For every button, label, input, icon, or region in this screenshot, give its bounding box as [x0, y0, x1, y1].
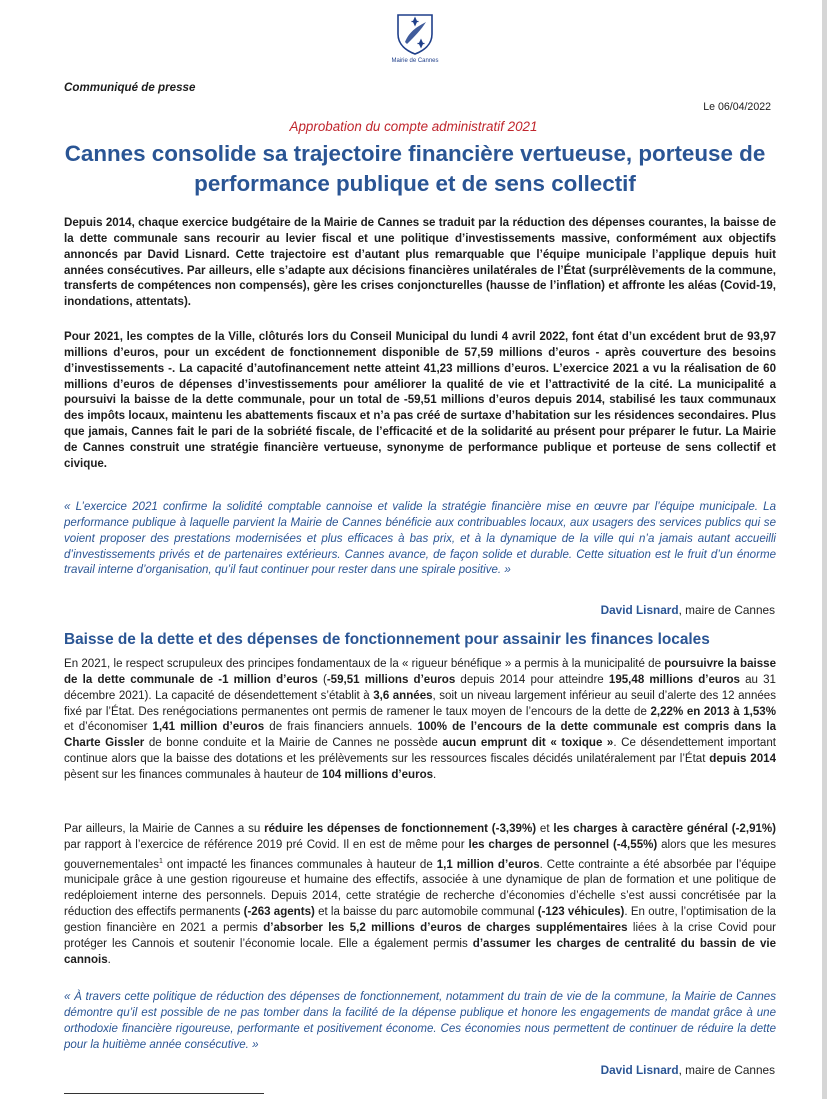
bold-run: 3,6 années [373, 689, 433, 702]
text-run: et [536, 823, 554, 835]
quote-signature-1 [601, 603, 775, 617]
subtitle: Approbation du compte administratif 2021 [289, 119, 538, 134]
signature-name: David Lisnard [600, 603, 679, 617]
page-edge-shadow [822, 0, 827, 1099]
text-run: , soit un niveau largement inférieur au seuil d’alerte des 12 années fixé par l’État. Des renégociations permanentes ont permis de ramener le taux moyen de l’encours de la dette de [64, 689, 776, 718]
text-run: Par ailleurs, la Mairie de Cannes a su [64, 823, 265, 835]
mayor-quote-1: « L’exercice 2021 confirme la solidité comptable cannoise et valide la stratégie financière mise en œuvre par l’équipe municipale. La performance publique à laquelle parvient la Mairie de Cannes bénéficie aux contribuables locaux, aux usagers des services publics qui se voient proposer des prestations modernisées et plus efficaces à bas prix, et à la dynamique de la ville qui n’a jamais autant accueilli d’investissements privés et de partenaires extérieurs. Cannes avance, de façon solide et durable. Cette situation est le fruit d’un énorme travail interne d’organisation, qu’il faut continuer pour rester dans une spirale positive. » [64, 501, 776, 577]
signature-role: , maire de Cannes [678, 603, 775, 617]
section-paragraph-1 [64, 657, 776, 784]
signature-name: David Lisnard [600, 1063, 679, 1077]
coat-of-arms-icon [395, 12, 435, 56]
bold-run: les charges à caractère général (-2,91%) [553, 823, 777, 835]
bold-run: d’absorber les 5,2 millions d’euros de charges supplémentaires [263, 921, 628, 934]
bold-run: 195,48 millions d’euros [608, 673, 740, 686]
text-run: ( [317, 673, 327, 686]
text-run: depuis 2014 pour atteindre [455, 673, 609, 686]
text-run: pèsent sur les finances communales à hauteur de [64, 768, 323, 781]
quote-signature-2 [601, 1063, 775, 1077]
section-paragraph-2 [64, 822, 776, 968]
logo-caption: Mairie de Cannes [391, 58, 439, 64]
footnote-marker: 1 [159, 857, 163, 865]
text-run: de bonne conduite et la Mairie de Cannes ne possède [144, 737, 443, 750]
bold-run: (-263 agents) [243, 906, 315, 919]
bold-run: -59,51 millions d’euros [326, 673, 456, 686]
bold-run: depuis 2014 [709, 753, 776, 766]
text-run: liées à la crise Covid pour protéger les Cannois et soutenir l’économie locale. Elle a également permis [64, 921, 776, 950]
bold-run: 1,1 million d’euros [436, 858, 540, 871]
text-run: et la baisse du parc automobile communal [314, 906, 538, 919]
mayor-quote-2: « À travers cette politique de réduction des dépenses de fonctionnement, notamment du train de vie de la commune, la Mairie de Cannes démontre qu’il est possible de ne pas tomber dans la facilité de la dépense publique et honore les engagements de mandat grâce à une orthodoxie financière rigoureuse, performante et positivement économe. Ces économies nous permettent de continuer de réduire la dette pour la huitième année consécutive. » [64, 991, 776, 1051]
text-run: au 31 décembre 2021). La capacité de désendettement s’établit à [64, 673, 776, 702]
text-run: . Cette contrainte a été absorbée par l’équipe municipale grâce à une gestion rigoureuse et humaine des effectifs, associée à une dynamique de plan de formation et une politique de redéploiement interne des personnels. Depuis 2014, cette stratégie de recherche d’économies d’échelle s’est aussi concrétisée par la réduction des effectifs permanents [64, 858, 776, 919]
text-run: . [433, 768, 437, 781]
bold-run: les charges de personnel (-4,55%) [468, 838, 658, 851]
section-heading: Baisse de la dette et des dépenses de fonctionnement pour assainir les finances locales [64, 631, 710, 648]
footnote-divider [64, 1093, 264, 1094]
release-date: Le 06/04/2022 [703, 101, 771, 113]
text-run: ont impacté les finances communales à hauteur de [162, 858, 437, 871]
bold-run: 1,41 million d’euros [152, 721, 265, 734]
intro-paragraph-2: Pour 2021, les comptes de la Ville, clôturés lors du Conseil Municipal du lundi 4 avril 2022, font état d’un excédent brut de 93,97 millions d’euros, pour un excédent de fonctionnement disponible de 57,59 millions d’euros - après couverture des besoins d’investissements -. La capacité d’autofinancement nette atteint 41,23 millions d’euros. L’exercice 2021 a vu la réalisation de 60 millions d’euros de dépenses d’investissements pour améliorer la qualité de vie et l’attractivité de la cité. La municipalité a poursuivi la baisse de la dette communale, pour un total de -59,51 millions d’euros depuis 2014, stabilisé les taux communaux des impôts locaux, maintenu les abattements fiscaux et n’a pas créé de surtaxe d’habitation sur les résidences secondaires. Plus que jamais, Cannes fait le pari de la sobriété fiscale, de l’efficacité et de la solidarité au présent pour préparer le futur. La Mairie de Cannes construit une stratégie financière vertueuse, synonyme de performance publique et porteuse de sens collectif et civique. [64, 331, 776, 470]
text-run: et d’économiser [64, 721, 153, 734]
intro-paragraph-1: Depuis 2014, chaque exercice budgétaire de la Mairie de Cannes se traduit par la réduction des dépenses courantes, la baisse de la dette communale sans recourir au levier fiscal et une politique d’investissements massive, conformément aux objectifs annoncés par David Lisnard. Cette trajectoire est d’autant plus remarquable que l’équipe municipale l’applique depuis huit années consécutives. Par ailleurs, elle s’adapte aux décisions financières unilatérales de l’État (surprélèvements de la commune, transferts de compétences non compensés), gère les crises conjoncturelles (hausse de l’inflation) et affronte les aléas (Covid-19, inondations, attentats). [64, 217, 776, 309]
bold-run: d’assumer les charges de centralité du bassin de vie cannois [64, 937, 776, 966]
text-run: par rapport à l’exercice de référence 2019 pré Covid. Il en est de même pour [64, 838, 469, 851]
signature-role: , maire de Cannes [678, 1063, 775, 1077]
page-title: Cannes consolide sa trajectoire financière vertueuse, porteuse de performance publique et de sens collectif [64, 141, 766, 196]
text-run: . En outre, l’optimisation de la gestion financière en 2021 a permis [64, 906, 776, 934]
text-run: En 2021, le respect scrupuleux des principes fondamentaux de la « rigueur bénéfique » a permis à la municipalité de [64, 658, 665, 670]
bold-run: poursuivre la baisse de la dette communale de -1 million d’euros [64, 658, 776, 686]
text-run: alors que les mesures gouvernementales [64, 838, 777, 871]
press-release-label: Communiqué de presse [64, 81, 196, 94]
city-logo [383, 12, 447, 64]
bold-run: aucun emprunt dit « toxique » [442, 737, 614, 750]
bold-run: (-123 véhicules) [537, 906, 625, 919]
bold-run: réduire les dépenses de fonctionnement (-3,39%) [264, 823, 537, 835]
bold-run: 100% de l’encours de la dette communale est compris dans la Charte Gissler [64, 721, 776, 750]
text-run: de frais financiers annuels. [264, 721, 418, 734]
text-run: . Ce désendettement important continue alors que la baisse des dotations et les prélèvements sur les ressources fiscales décidés unilatéralement par l’État [64, 737, 776, 766]
text-run: . [107, 953, 111, 966]
bold-run: 104 millions d’euros [322, 768, 434, 781]
bold-run: 2,22% en 2013 à 1,53% [650, 705, 776, 718]
